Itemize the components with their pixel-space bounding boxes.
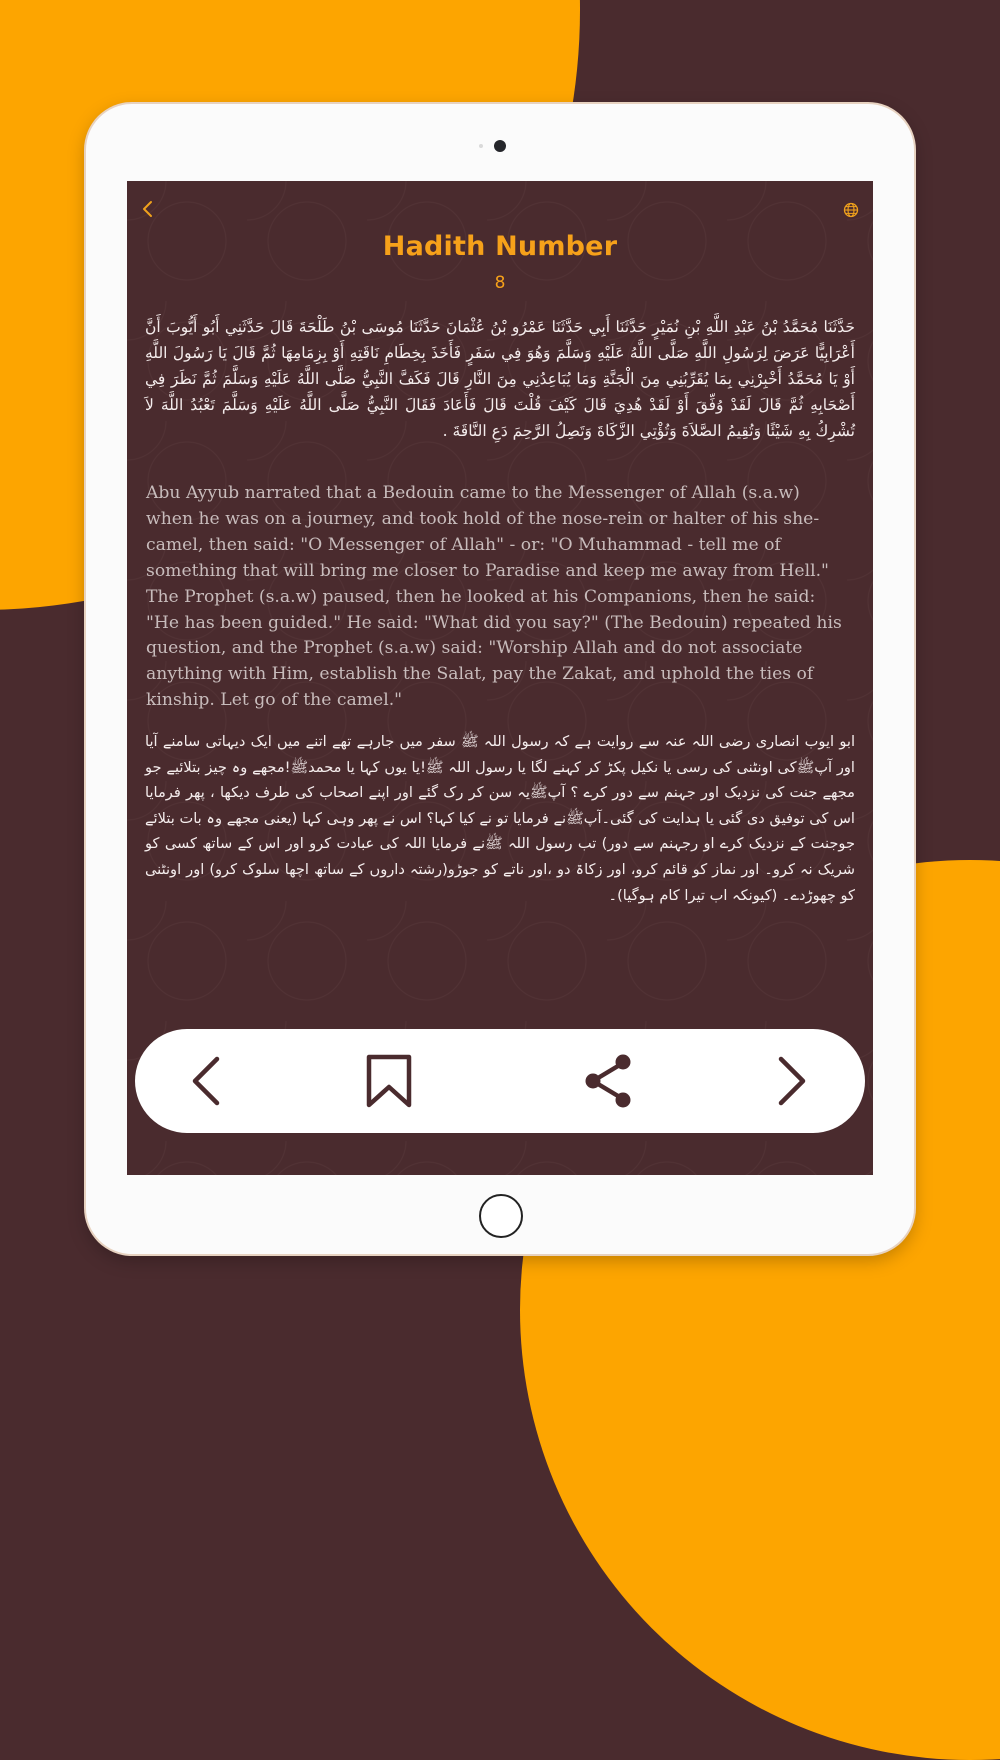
share-icon bbox=[577, 1049, 641, 1113]
language-button[interactable] bbox=[843, 201, 859, 221]
bookmark-button[interactable] bbox=[357, 1049, 421, 1113]
back-button[interactable] bbox=[141, 199, 155, 222]
share-button[interactable] bbox=[577, 1049, 641, 1113]
bookmark-icon bbox=[357, 1049, 421, 1113]
previous-hadith-button[interactable] bbox=[175, 1049, 239, 1113]
globe-icon bbox=[843, 202, 859, 218]
english-translation: Abu Ayyub narrated that a Bedouin came to the Messenger of Allah (s.a.w) when he was on a journey, and took hold of the nose-rein or halter of his she-camel, then said: "O Messenger of Allah" - or: "O Muhammad - tell me of something that will bring me closer to Paradise and keep me away from Hell." The Prophet (s.a.w) paused, then he looked at his Companions, then he said: "He has been guided." He said: "What did you say?" (The Bedouin) repeated his question, and the Prophet (s.a.w) said: "Worship Allah and do not associate anything with Him, establish the Salat, pay the Zakat, and uphold the ties of kinship. Let go of the camel." bbox=[146, 483, 842, 711]
app-screen bbox=[127, 181, 873, 1175]
home-button[interactable] bbox=[479, 1194, 523, 1238]
chevron-right-icon bbox=[759, 1049, 823, 1113]
chevron-left-icon bbox=[175, 1049, 239, 1113]
camera bbox=[494, 140, 506, 152]
bottom-toolbar bbox=[135, 1029, 865, 1133]
sensor bbox=[479, 144, 483, 148]
page-title: Hadith Number bbox=[382, 231, 618, 262]
arabic-text: حَدَّثَنَا مُحَمَّدُ بْنُ عَبْدِ اللَّهِ بْنِ نُمَيْرٍ حَدَّثَنَا أَبِي حَدَّثَنَا عَمْرُو بْنُ عُثْمَانَ حَدَّثَنَا مُوسَى بْنُ طَلْحَةَ قَالَ حَدَّثَنِي أَبُو أَيُّوبَ أَنَّ أَعْرَابِيًّا عَرَضَ لِرَسُولِ اللَّهِ صَلَّى اللَّهُ عَلَيْهِ وَسَلَّمَ وَهُوَ فِي سَفَرٍ فَأَخَذَ بِخِطَامِ نَاقَتِهِ أَوْ بِزِمَامِهَا ثُمَّ قَالَ يَا رَسُولَ اللَّهِ أَوْ يَا مُحَمَّدُ أَخْبِرْنِي بِمَا يُقَرِّبُنِي مِنَ الْجَنَّةِ وَمَا يُبَاعِدُنِي مِنَ النَّارِ قَالَ فَكَفَّ النَّبِيُّ صَلَّى اللَّهُ عَلَيْهِ وَسَلَّمَ ثُمَّ نَظَرَ فِي أَصْحَابِهِ ثُمَّ قَالَ لَقَدْ وُفِّقَ أَوْ لَقَدْ هُدِيَ قَالَ كَيْفَ قُلْتَ قَالَ فَأَعَادَ فَقَالَ النَّبِيُّ صَلَّى اللَّهُ عَلَيْهِ وَسَلَّمَ تَعْبُدُ اللَّهَ لاَ تُشْرِكُ بِهِ شَيْئًا وَتُقِيمُ الصَّلاَةَ وَتُؤْتِي الزَّكَاةَ وَتَصِلُ الرَّحِمَ دَعِ النَّاقَةَ ‏.‏ bbox=[145, 318, 855, 440]
hadith-number: 8 bbox=[494, 273, 506, 293]
tablet-frame bbox=[86, 104, 914, 1254]
next-hadith-button[interactable] bbox=[759, 1049, 823, 1113]
urdu-translation: ابو ایوب انصاری رضی اللہ عنہ سے روایت ہے کہ رسول اللہ ﷺ سفر میں جارہے تھے اتنے میں ایک دیہاتی سامنے آیا اور آپﷺکی اونٹنی کی رسی یا نکیل پکڑ کر کہنے لگا یا رسول اللہ ﷺ!یا یوں کہا یا محمدﷺ!مجھے وہ چیز بتلائیے جو مجھے جنت کی نزدیک اور جہنم سے دور کرے ؟ آپﷺیہ سن کر رک گئے اور اپنے اصحاب کی طرف دیکھا ، پھر فرمایا اس کی توفیق دی گئی یا ہدایت کی گئی۔آپﷺنے فرمایا تو نے کیا کہا؟ اس نے پھر وہی کہا (یعنی مجھے وہ بات بتلائے جوجنت کے نزدیک کرے او رجہنم سے دور) تب رسول اللہ ﷺنے فرمایا اللہ کی عبادت کرو اور اس کے ساتھ کسی کو شریک نہ کرو۔ اور نماز کو قائم کرو، اور زکاۃ دو ،اور ناتے کو جوڑو(رشتہ داروں کے ساتھ اچھا سلوک کرو) اور اونٹنی کو چھوڑدے۔ (کیونکہ اب تیرا کام ہوگیا)۔ bbox=[145, 733, 855, 904]
chevron-left-icon bbox=[141, 199, 155, 219]
